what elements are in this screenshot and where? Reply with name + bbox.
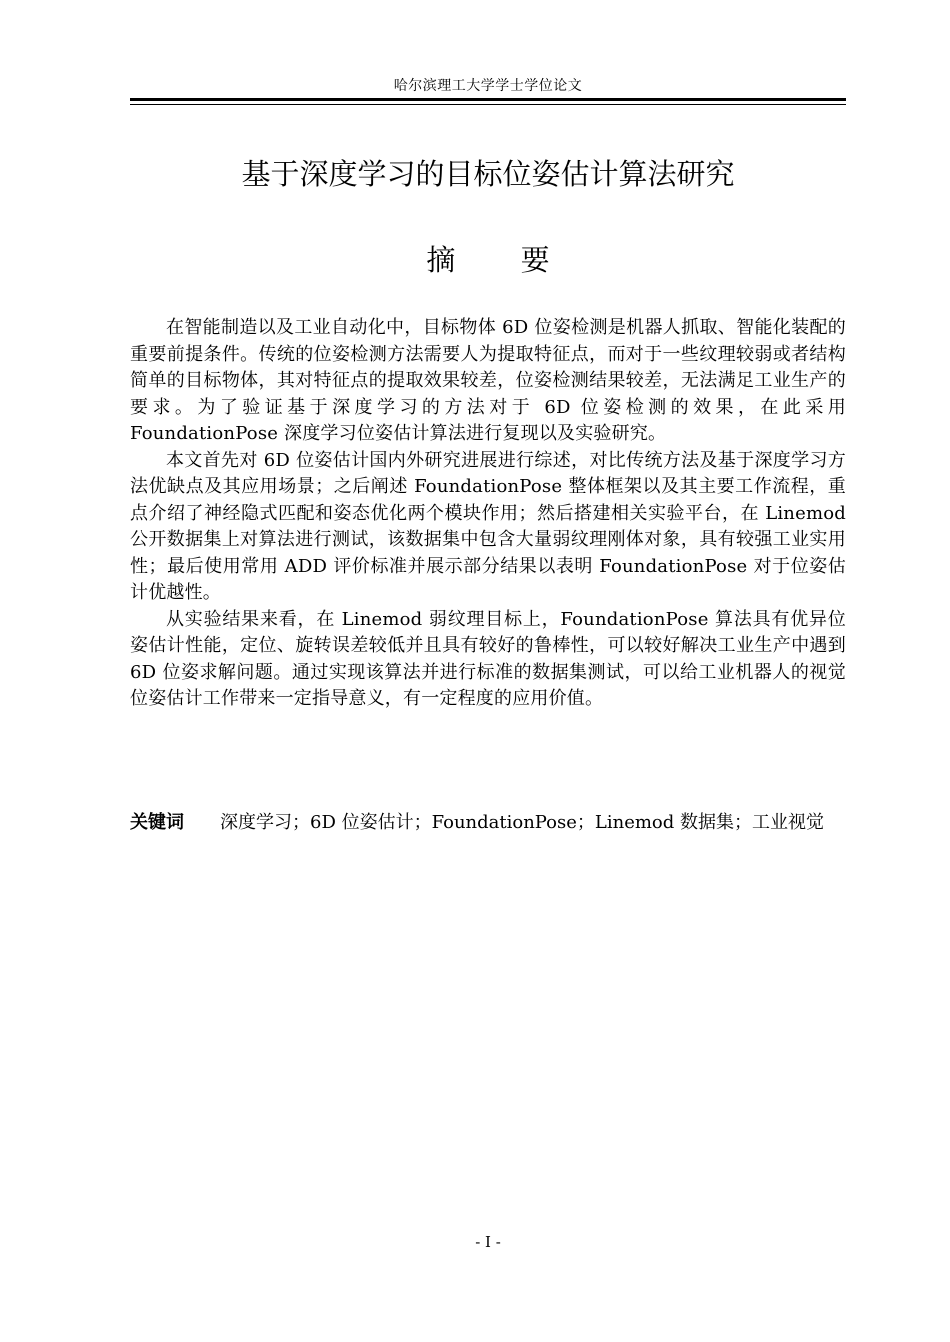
paper-title: 基于深度学习的目标位姿估计算法研究 xyxy=(241,157,735,191)
keywords-text: 深度学习；6D 位姿估计；FoundationPose；Linemod 数据集；工业视觉 xyxy=(220,812,825,833)
keywords-block xyxy=(130,810,846,837)
running-header: 哈尔滨理工大学学士学位论文 xyxy=(393,78,583,94)
abstract-body xyxy=(130,315,846,713)
abstract-paragraph-2: 本文首先对 6D 位姿估计国内外研究进展进行综述，对比传统方法及基于深度学习方法优缺点及其应用场景；之后阐述 FoundationPose 整体框架以及其主要工作流程，重点介绍了神经隐式匹配和姿态优化两个模块作用；然后搭建相关实验平台，在 Linemod 公开数据集上对算法进行测试，该数据集中包含大量弱纹理刚体对象，具有较强工业实用性；最后使用常用 ADD 评价标准并展示部分结果以表明 FoundationPose 对于位姿估计优越性。 xyxy=(130,449,846,603)
abstract-paragraph-3: 从实验结果来看，在 Linemod 弱纹理目标上，FoundationPose 算法具有优异位姿估计性能，定位、旋转误差较低并且具有较好的鲁棒性，可以较好解决工业生产中遇到 6D 位姿求解问题。通过实现该算法并进行标准的数据集测试，可以给工业机器人的视觉位姿估计工作带来一定指导意义，有一定程度的应用价值。 xyxy=(130,608,846,709)
abstract-paragraph-1: 在智能制造以及工业自动化中，目标物体 6D 位姿检测是机器人抓取、智能化装配的重要前提条件。传统的位姿检测方法需要人为提取特征点，而对于一些纹理较弱或者结构简单的目标物体，其对特征点的提取效果较差，位姿检测结果较差，无法满足工业生产的要求。为了验证基于深度学习的方法对于 6D 位姿检测的效果，在此采用 FoundationPose 深度学习位姿估计算法进行复现以及实验研究。 xyxy=(130,317,846,444)
keywords-label: 关键词 xyxy=(130,812,184,833)
abstract-heading: 摘 要 xyxy=(426,243,578,277)
page-number: - I - xyxy=(475,1233,501,1251)
header-rule-thick xyxy=(130,98,846,101)
header-rule-thin xyxy=(130,104,846,105)
